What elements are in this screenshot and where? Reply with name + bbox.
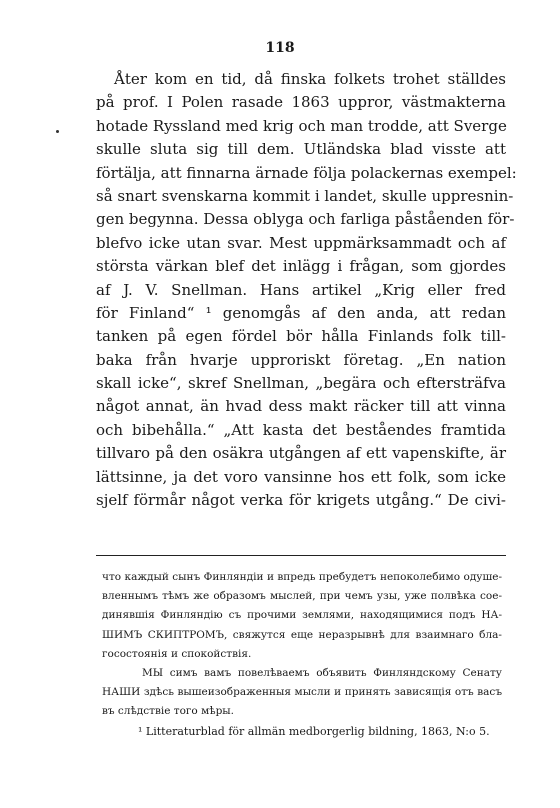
text-line: blefvo icke utan svar. Mest uppmärksammadt och af xyxy=(96,233,506,252)
margin-mark xyxy=(56,130,59,133)
text-line: något annat, än hvad dess makt räcker till att vinna xyxy=(96,397,506,416)
text-line: tanken på egen fördel bör hålla Finlands folk till- xyxy=(96,327,506,346)
footnote-line: въ слѣдствіе того мѣры. xyxy=(102,705,234,718)
text-line: största värkan blef det inlägg i frågan, som gjordes xyxy=(96,257,506,276)
main-text xyxy=(96,68,517,512)
text-line: baka från hvarje upproriskt företag. „En nation xyxy=(96,350,506,369)
footnote-line: динявшія Финляндію съ прочими землями, находящимися подъ НА- xyxy=(102,609,502,622)
text-line: gen begynna. Dessa oblyga och farliga påståenden för- xyxy=(96,210,515,229)
text-line: sjelf förmår något verka för krigets utgång.“ De civi- xyxy=(96,491,506,510)
text-line: skulle sluta sig till dem. Utländska blad visste att xyxy=(96,140,506,159)
footnote-line: госостоянія и спокойствія. xyxy=(102,647,252,660)
text-line: och bibehålla.“ „Att kasta det beståendes framtida xyxy=(96,420,506,439)
text-line: af J. V. Snellman. Hans artikel „Krig eller fred xyxy=(96,280,506,299)
text-line: hotade Ryssland med krig och man trodde, att Sverge xyxy=(96,116,507,135)
text-line: Åter kom en tid, då finska folkets trohet ställdes xyxy=(114,70,506,88)
footnote-line: МЫ симъ вамъ повелѣваемъ объявить Финляндскому Сенату xyxy=(142,666,502,679)
text-line: lättsinne, ja det voro vansinne hos ett folk, som icke xyxy=(96,467,506,486)
footnote-rule xyxy=(96,555,506,556)
footnotes xyxy=(102,568,502,741)
footnote-citation: ¹ Litteraturblad för allmän medborgerlig bildning, 1863, N:o 5. xyxy=(138,724,490,738)
footnote-line: НАШИ здѣсь вышеизображенныя мысли и принять зависящія отъ васъ xyxy=(102,686,502,699)
footnote-line: что каждый сынъ Финляндіи и впредь пребудетъ непоколебимо одуше- xyxy=(102,571,502,583)
text-line: för Finland“ ¹ genomgås af den anda, att redan xyxy=(96,303,506,322)
text-line: tillvaro på den osäkra utgången af ett vapenskifte, är xyxy=(96,444,506,463)
page-number: 118 xyxy=(265,40,295,56)
text-line: förtälja, att finnarna ärnade följa polackernas exempel: xyxy=(96,163,517,182)
footnote-line: ШИМЪ СКИПТРОМЪ, свяжутся еще неразрывнѣ для взаимнаго бла- xyxy=(102,628,502,641)
text-line: på prof. I Polen rasade 1863 uppror, västmakterna xyxy=(96,93,506,112)
text-line: skall icke“, skref Snellman, „begära och eftersträfva xyxy=(96,374,506,393)
footnote-line: вленнымъ тѣмъ же образомъ мыслей, при чемъ узы, уже полвѣка сое- xyxy=(102,590,502,603)
text-line: så snart svenskarna kommit i landet, skulle uppresnin- xyxy=(96,186,514,205)
